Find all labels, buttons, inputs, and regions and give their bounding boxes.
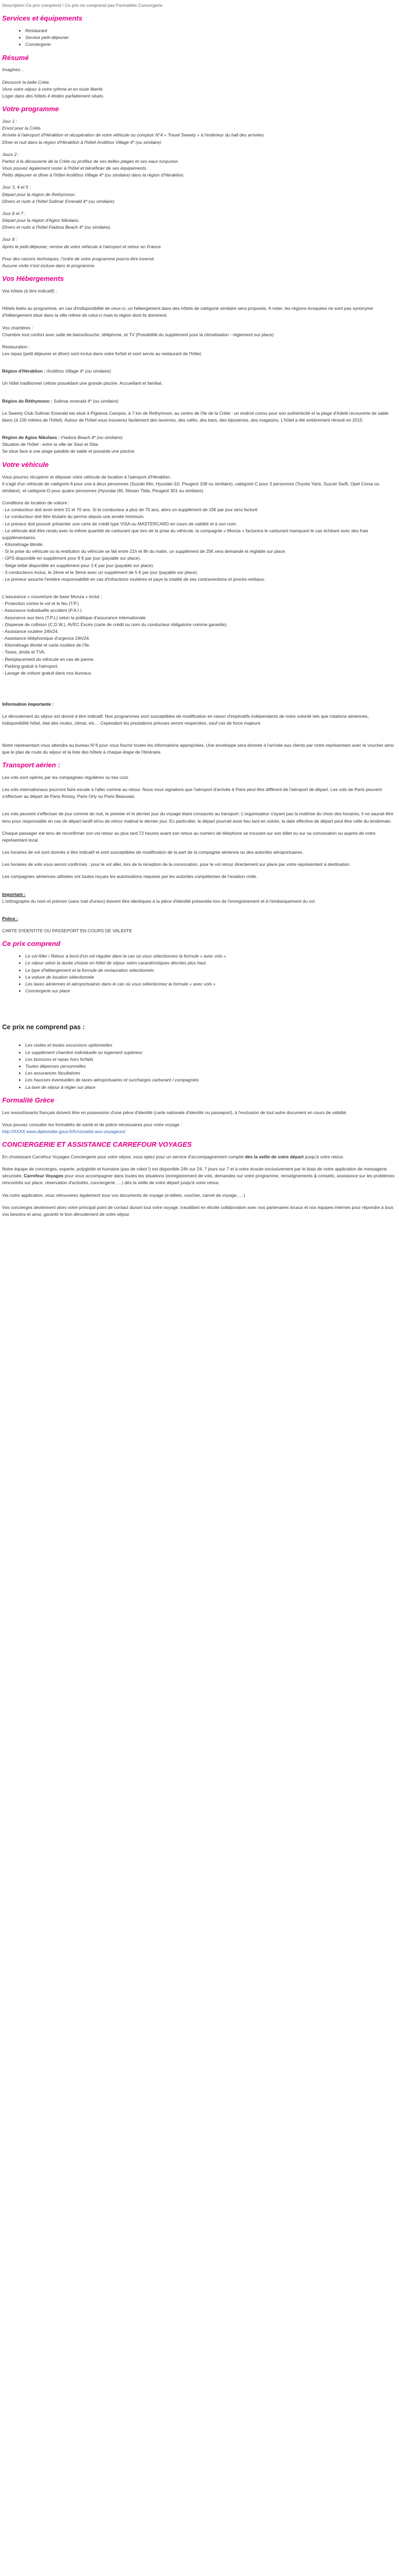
insurance-item: - Lavage de voiture gratuit dans nos bureaux. — [2, 670, 93, 676]
police-text: CARTE D'IDENTITE OU PASSEPORT EN COURS DE VALIDITE — [2, 928, 132, 934]
list-item: • La voiture de location sélectionnée — [25, 974, 396, 981]
page — [0, 0, 399, 1244]
resume-title: Résumé — [2, 53, 29, 62]
transport-title: Transport aérien : — [2, 761, 61, 769]
programme-day-8 — [2, 236, 396, 250]
day-label: Jour 1 : — [2, 119, 17, 124]
list-item: • Service petit-déjeuner — [25, 34, 396, 41]
hotel-1-region: Région d'Héraklion : — [2, 368, 46, 374]
programme-day-2 — [2, 151, 396, 179]
services-title: Services et équipements — [2, 14, 83, 23]
condition-item: - Le preneur doit pouvoir présenter une carte de crédit type VISA ou MASTERCARD en cours de validité et à son nom. — [2, 521, 237, 526]
insurance-item: - Assistance routière 24h/24. — [2, 628, 59, 634]
condition-item: - Le conducteur doit être titulaire du permis depuis une année minimum. — [2, 514, 145, 520]
list-item: • Les taxes aériennes et aéroportuaires dans le cas où vous sélectionnez la formule « avec vols » — [25, 981, 396, 988]
conditions-title: Conditions de location de voiture : — [2, 500, 70, 506]
list-item: • Les boissons et repas hors forfaits — [25, 1056, 396, 1063]
day-line: Départ pour la région de Rethymnon. — [2, 191, 76, 197]
conciergerie-p1-end: jusqu'à votre retour. — [303, 1154, 344, 1159]
conciergerie-p2 — [2, 1166, 396, 1187]
heb-intro: Vos hôtels (à titre indicatif) : — [2, 288, 57, 294]
day-line: Petits déjeuner et dîner à l'hôtel Arolithos Village 4* (ou similaire) dans la région d'Héraklion. — [2, 172, 185, 178]
list-item: • Les visites et toutes excursions optionnelles — [25, 1042, 396, 1049]
hotel-3-name: Fiadora Beach 4* (ou similaire) — [59, 435, 123, 441]
insurance-item: - Kilométrage illimité et carte routière de l'île. — [2, 642, 91, 648]
day-label: Jour 3, 4 et 5 : — [2, 184, 31, 190]
hotel-2-region: Région de Réthymnon : — [2, 398, 53, 404]
resume-line: Imaginez… — [2, 67, 25, 73]
services-list — [2, 27, 396, 48]
hotel-3-desc: Situation de l'hôtel : entre la ville de Sissi et Sitia — [2, 442, 98, 447]
transport-p2: Les vols internationaux pourront faire escale à l'aller comme au retour. Nous vous signalons que l'aéroport d'arrivée à Paris peut être différent de l'aéroport de départ. Les vols de Paris peuvent s'effectuer au départ de Paris Roissy, Paris Orly ou Paris Beauvais. — [2, 787, 382, 799]
list-item: • Le vol Aller / Retour à bord d'un vol régulier dans le cas où vous sélectionnez la formule « avec vols » — [25, 953, 396, 960]
list-item: • Les hausses éventuelles de taxes aéroportuaires et surcharges carburant / compagnies — [25, 1077, 396, 1084]
transport-p1: Les vols sont opérés par les compagnies régulières ou low cost. — [2, 774, 129, 780]
hotel-3-region: Région de Agios Nikolaos : — [2, 435, 60, 441]
condition-item: - Le preneur assume l'entière responsabilité en cas d'infractions routières et paye la totalité de ses contraventions et procès-verbaux. — [2, 576, 265, 582]
list-item: • Restaurant — [25, 27, 396, 34]
list-item: • Les assurances facultatives — [25, 1070, 396, 1077]
conditions-list — [2, 506, 396, 583]
heb-description: Hôtels listés au programme, en cas d'indisponibilité de ceux-ci, un hébergement dans des hôtels de catégorie similaire sera proposés. A noter, les régions évoquées ne sont pas synonyme d'hébergement situé dans la ville même de celui-ci mais la région dont ils dominent. — [2, 306, 373, 318]
tabs-intro: Description Ce prix comprend / Ce prix ne comprend pas Formalités Concergerie — [2, 3, 163, 8]
formalite-title: Formalité Grèce — [2, 1096, 54, 1104]
info-p1: Le déroulement du séjour est donné à titre indicatif. Nos programmes sont susceptibles de modification en raison d'impératifs indépendants de notre volonté tels que rotations aériennes, indisponibilité hôtel, état des routes, climat, etc… Cependant les prestations prévues seront respectées, sauf cas de force majeure. — [2, 714, 369, 726]
insurance-item: - Parking gratuit à l'aéroport. — [2, 663, 58, 669]
day-line: Départ pour la région d'Agios Nikolaos. — [2, 218, 80, 223]
condition-item: - Si la prise du véhicule ou la restitution du véhicule se fait entre 21h et 8h du matin, un supplément de 25€ sera demandé et réglable sur place. — [2, 549, 286, 554]
insurance-item: - Remplacement du véhicule en cas de panne. — [2, 656, 95, 662]
conciergerie-p1-text: En choisissant Carrefour Voyages Conciergerie pour votre séjour, vous optez pour un service d'accompagnement complet — [2, 1154, 245, 1159]
ne-comprend-list — [2, 1042, 396, 1090]
list-item: • Le type d'hébergement et la formule de restauration sélectionnés — [25, 967, 396, 974]
insurance-list — [2, 600, 396, 677]
formalite-p1: Les ressortissants français doivent être en possession d'une pièce d'identité (carte nationale d'identité ou passeport), à l'exclusion de tout autre document en cours de validité. — [2, 1109, 347, 1115]
programme-note — [2, 256, 396, 269]
day-line: Vous pouvez également rester à l'hôtel et bénéficier de ses équipements. — [2, 165, 147, 171]
list-item: • Toutes dépenses personnelles — [25, 1063, 396, 1070]
police-title: Police : — [2, 915, 18, 921]
programme-title: Votre programme — [2, 105, 59, 113]
transport-p4: Chaque passager est tenu de reconfirmer son vol retour au plus tard 72 heures avant son retour au numéro de téléphone se trouvant sur son billet ou sur sa convocation ou auprès de notre représentant local. — [2, 830, 376, 843]
list-item: • Le supplément chambre individuelle ou logement supérieur — [25, 1049, 396, 1056]
insurance-item: - Assistance téléphonique d'urgence 24h/24. — [2, 636, 91, 641]
formalite-link[interactable]: http://XXXX.www.diplomatie.gouv.fr/fr/conseils-aux-voyageurs/ — [2, 1128, 126, 1134]
hebergements-title: Vos Hébergements — [2, 275, 64, 283]
ne-comprend-title: Ce prix ne comprend pas : — [2, 1023, 85, 1031]
condition-item: - GPS disponible en supplément pour 8 € par jour (payable sur place). — [2, 555, 141, 561]
comprend-title: Ce prix comprend — [2, 940, 61, 948]
hotel-1-desc: Un hôtel traditionnel crétois possédant une grande piscine. Accueillant et familial. — [2, 380, 163, 386]
day-line: Envol pour la Crète. — [2, 125, 42, 131]
heb-food-title: Restauration : — [2, 344, 30, 349]
day-label: Jour 6 et 7 : — [2, 210, 26, 216]
day-line: Après le petit-déjeuner, remise de votre véhicule à l'aéroport et retour en France. — [2, 243, 162, 249]
insurance-item: - Dispense de collision (C.D.W.), AVEC Excès (carte de crédit ou nom du conducteur obligatoire comme garantie). — [2, 621, 228, 627]
resume-line: Vivre votre séjour à votre rythme et en toute liberté. — [2, 86, 104, 92]
resume-line: Découvrir la belle Crète. — [2, 79, 51, 85]
conciergerie-p2-bold: Carrefour Voyages — [24, 1173, 64, 1179]
heb-rooms-text: Chambre tout confort avec salle de bains/douche, téléphone, et TV (Possibilité du supplément pour la climatisation - règlement sur place) — [2, 331, 274, 337]
note-line: Pour des raisons techniques, l'ordre de votre programme pourra être inversé. — [2, 256, 155, 261]
insurance-item: - Protection contre le vol et le feu (T.P.) — [2, 601, 79, 607]
hebergements-text — [2, 288, 396, 455]
hotel-1-name: Arolithos Village 4* (ou similaire) — [45, 368, 111, 374]
conciergerie-p2-text: Notre équipe de concierges, experte, polyglotte et humaine (pas de robot !) est disponible 24h sur 24, 7 jours sur 7 et à votre écoute exclusivement par le biais de notre application de messagerie sécurisée, — [2, 1166, 387, 1179]
list-item: • Le séjour selon la durée choisie en hôtel de séjour selon caractéristiques décrites plus haut — [25, 960, 396, 967]
vehicule-title: Votre véhicule — [2, 460, 49, 469]
conciergerie-p3: Via notre application, vous retrouverez également tous vos documents de voyage (e-billets, voucher, carnet de voyage, …) — [2, 1192, 245, 1198]
insurance-item: - Taxes, droits et TVA. — [2, 649, 46, 655]
condition-item: - Siège bébé disponible en supplément pour 2 € par jour (payable sur place). — [2, 562, 154, 568]
day-label: Jours 2 : — [2, 151, 19, 157]
day-line: Dîner et nuit dans la région d'Héraklion à l'hôtel Arolithos Village 4* (ou similaire) — [2, 139, 162, 145]
important-text: L'orthographe du nom et prénom (sans trait d'union) doivent être identiques à la pièce d'identité présentée lors de l'enregistrement et à l'embarquement du vol. — [2, 898, 316, 904]
programme-day-6 — [2, 210, 396, 231]
condition-item: - Kilométrage illimité. — [2, 542, 44, 548]
list-item: • Conciergerie sur place — [25, 988, 396, 994]
condition-item: - Le véhicule doit être rendu avec la même quantité de carburant que lors de la prise du véhicule, la compagnie « Monza » facturera le carburant manquant le cas échéant avec des frais supplémentaires. — [2, 528, 368, 540]
info-title: Information importante : — [2, 701, 54, 707]
transport-p7: Les compagnies aériennes utilisées ont toutes reçues les autorisations requises par les autorités compétentes de l'aviation civile. — [2, 874, 257, 880]
day-label: Jour 8 : — [2, 237, 17, 242]
important-title: Important : — [2, 891, 26, 897]
conciergerie-p1-bold: dès la veille de votre départ — [245, 1154, 304, 1159]
vehicule-p1: Vous pourrez récupérer et déposer votre véhicule de location à l'aéroport d'Héraklion. — [2, 474, 172, 480]
transport-p3: Les vols peuvent s'effectuer de jour comme de nuit, le premier et le dernier jour du voyage étant consacrés au transport. L'organisateur n'ayant pas la maîtrise du choix des horaires, il ne saurait être tenu pour responsable en cas de départ tardif et/ou de retour matinal le dernier jour. En particulier, le départ pourrait avoir lieu tard en soirée, la date effective de départ peut être celle du lendemain. — [2, 811, 394, 824]
insurance-item: - Assurance individuelle accident (P.A.I.) — [2, 608, 82, 613]
heb-food-text: Les repas (petit déjeuner et dîner) sont inclus dans votre forfait et sont servis au restaurant de l'hôtel. — [2, 351, 202, 357]
insurance-title: L'assurance « couverture de base Monza » inclut : — [2, 594, 102, 600]
conciergerie-title: CONCIERGERIE ET ASSISTANCE CARREFOUR VOYAGES — [2, 1140, 192, 1149]
vehicule-p2: Il s'agit d'un véhicule de catégorie A pour une à deux personnes (Suzuki Alto, Hyundai i10, Peugeot 108 ou similaire), catégorie C pour 3 personnes (Toyota Yaris, Suzuki Swift, Opel Corsa ou similaire), et catégorie D pour quatre personnes (Hyundai i30, Nissan Tiida, Peugeot 301 ou similaire). — [2, 481, 380, 493]
day-line: Arrivée à l'aéroport d'Héraklion et récupération de votre véhicule ou comptoir N°4 « Travel Sweety » à l'extérieur du hall des arrivées. — [2, 132, 265, 138]
resume-text — [2, 66, 396, 100]
comprend-list — [2, 953, 396, 994]
formalite-p2: Vous pouvez consulter les formalités de santé et de police nécessaires pour votre voyage : — [2, 1121, 182, 1127]
transport-p6: Les horaires de vols vous seront confirmés : pour le vol aller, lors de la réception de la convocation, pour le vol retour directement sur place par votre représentant à destination. — [2, 862, 351, 867]
programme-day-1 — [2, 118, 396, 146]
day-line: Dîners et nuits à l'hôtel Fiadora Beach 4* (ou similaire). — [2, 225, 112, 230]
condition-item: - 3 conducteurs inclus, le 2ème et le 3ème avec un supplément de 5 € par jour (payable sur place). — [2, 569, 198, 575]
list-item: • La taxe de séjour à régler sur place — [25, 1084, 396, 1091]
day-line: Dîners et nuits à l'hôtel Solimar Emerald 4* (ou similaire). — [2, 198, 116, 204]
hotel-2-desc: Le Sweety Club Solimar Emerald est situé à Pigianos Campos, à 7 km de Rethymnon, au centre de l'île de la Crète : un endroit connu pour son authenticité et la plage d'Adelé recouverte de sable blanc (à 100 mètres de l'hôtel). Autour de l'hôtel vous trouverez facilement des tavernes, des cafés, des bars, des bijouteries, des magasins. L'hôtel a été entièrement rénové en 2015 — [2, 410, 389, 423]
vehicule-text — [2, 474, 396, 677]
condition-item: - Le conducteur doit avoir entre 21 et 70 ans. Si le conducteur a plus de 70 ans, alors un supplément de 15€ par jour sera facturé — [2, 507, 258, 513]
hotel-2-name: Solimar emerald 4* (ou similaire) — [52, 398, 119, 404]
heb-rooms-title: Vos chambres : — [2, 325, 33, 330]
conciergerie-p4: Vos concierges deviennent alors votre principal point de contact durant tout votre voyage, travaillant en étroite collaboration avec nos partenaires locaux et nos équipes internes pour répondre à tous vos besoins et ainsi, garantir le bon déroulement de votre séjour. — [2, 1204, 394, 1217]
note-line: Aucune visite n'est incluse dans le programme. — [2, 262, 96, 268]
programme-text — [2, 118, 396, 269]
resume-line: Loger dans des hôtels 4 étoiles parfaitement situés. — [2, 93, 105, 99]
conciergerie-p1 — [2, 1154, 396, 1160]
info-p2: Notre représentant vous attendra au bureau N°4 pour vous fournir toutes les informations appropriées. Une enveloppe sera donnée à l'arrivée aux clients par notre représentant avec le voucher ainsi que le plan de route du séjour et la liste des hôtels à chaque étape de l'itinéraire. — [2, 742, 394, 755]
insurance-item: - Assurance aux tiers (T.P.L) selon la politique d'assurance internationale — [2, 614, 146, 620]
transport-p5: Les horaires de vol sont donnés à titre indicatif et sont susceptibles de modification de la part de la compagnie aérienne ou des autorités aéroportuaires. — [2, 850, 304, 855]
conciergerie-p2-end: pour vous accompagner dans toutes les situations (enregistrement de vols, demandes sur votre programme, renseignements & conseils, assistance sur les problèmes rencontrés sur place, réservation d'activités, conciergerie, …) dès la veille de votre départ jusqu'à votre retour. — [2, 1173, 395, 1186]
list-item: • Conciergerie — [25, 41, 396, 48]
programme-day-3 — [2, 184, 396, 205]
day-line: Partez à la découverte de la Crète ou profitez de ses belles plages et ses eaux turquoise. — [2, 158, 179, 164]
hotel-3-desc: Se situe face à une plage paisible de sable et possède une piscine. — [2, 448, 136, 454]
